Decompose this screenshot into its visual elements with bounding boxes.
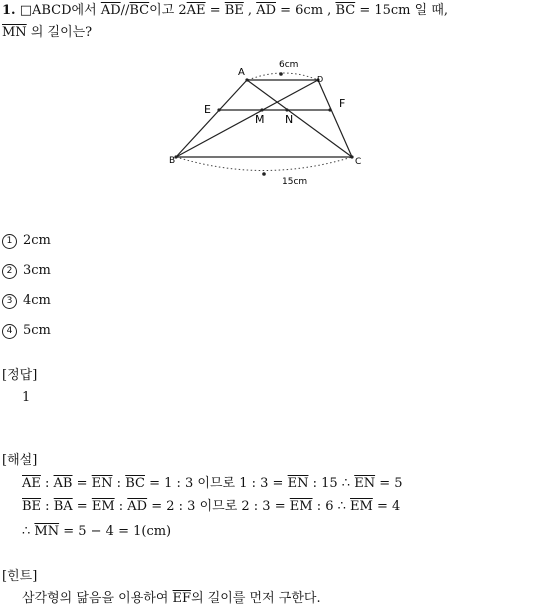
label-c: C (355, 157, 362, 167)
explanation-line-1: $\overline{AE}$ : $\overline{AB} = \overline{EN}$ : $\overline{BC} = 1$ : 3 이므로 1 : $3 = \overline{EN}$ : 15 ∴ $\overline{EN} = 5$ (22, 476, 403, 491)
problem-line-2: $\overline{MN}$ 의 길이는? (2, 25, 93, 40)
top-length-arc (248, 73, 318, 80)
choice-2[interactable]: 2 3cm (2, 263, 51, 279)
label-m: M (255, 113, 265, 126)
point-f (328, 108, 331, 111)
explanation-line-2: $\overline{BE}$ : $\overline{BA} = \overline{EM}$ : $\overline{AD} = 2$ : 3 이므로 2 : $3 = \overline{EM}$ : 6 ∴ $\overline{EM} = 4$ (22, 499, 401, 514)
label-top-length: 6cm (279, 60, 299, 70)
answer-header: [정답] (2, 368, 38, 383)
choice-1[interactable]: 1 2cm (2, 233, 51, 249)
label-d: D (317, 75, 324, 84)
top-length-marker (279, 72, 283, 76)
label-e: E (204, 103, 211, 116)
problem-line-1: 1. □ABCD에서 $\overline{AD}//\overline{BC}$이고 $2\overline{AE} = \overline{BE}$ , $\overline{AD} = 6cm$ , $\overline{BC} = 15cm$ 일 때, (2, 3, 449, 18)
edge-ab (176, 80, 247, 157)
choice-number-3: 3 (2, 294, 17, 309)
label-f: F (339, 97, 346, 110)
choice-number-1: 1 (2, 234, 17, 249)
choice-3[interactable]: 3 4cm (2, 293, 51, 309)
point-a (245, 78, 248, 81)
edge-dc (318, 80, 352, 157)
point-e (217, 108, 220, 111)
trapezoid-figure (0, 56, 534, 196)
label-a: A (238, 67, 245, 78)
answer-value: 1 (22, 390, 31, 405)
choice-number-4: 4 (2, 324, 17, 339)
explanation-header: [해설] (2, 453, 38, 468)
bottom-length-marker (262, 172, 266, 176)
problem-number: 1. (2, 3, 16, 18)
explanation-line-3: ∴ $\overline{MN} = 5 - 4 = 1(cm)$ (22, 524, 172, 539)
choice-4[interactable]: 4 5cm (2, 323, 51, 339)
hint-header: [힌트] (2, 569, 38, 584)
diagonal-bd (176, 80, 318, 157)
choice-number-2: 2 (2, 264, 17, 279)
point-n (285, 108, 288, 111)
label-b: B (169, 156, 176, 166)
label-bottom-length: 15cm (282, 177, 308, 187)
hint-text: 삼각형의 닮음을 이용하여 $\overline{EF}$의 길이를 먼저 구한다. (22, 591, 321, 606)
point-m (260, 108, 263, 111)
point-c (350, 155, 353, 158)
label-n: N (285, 113, 294, 126)
bottom-length-arc (176, 157, 352, 171)
